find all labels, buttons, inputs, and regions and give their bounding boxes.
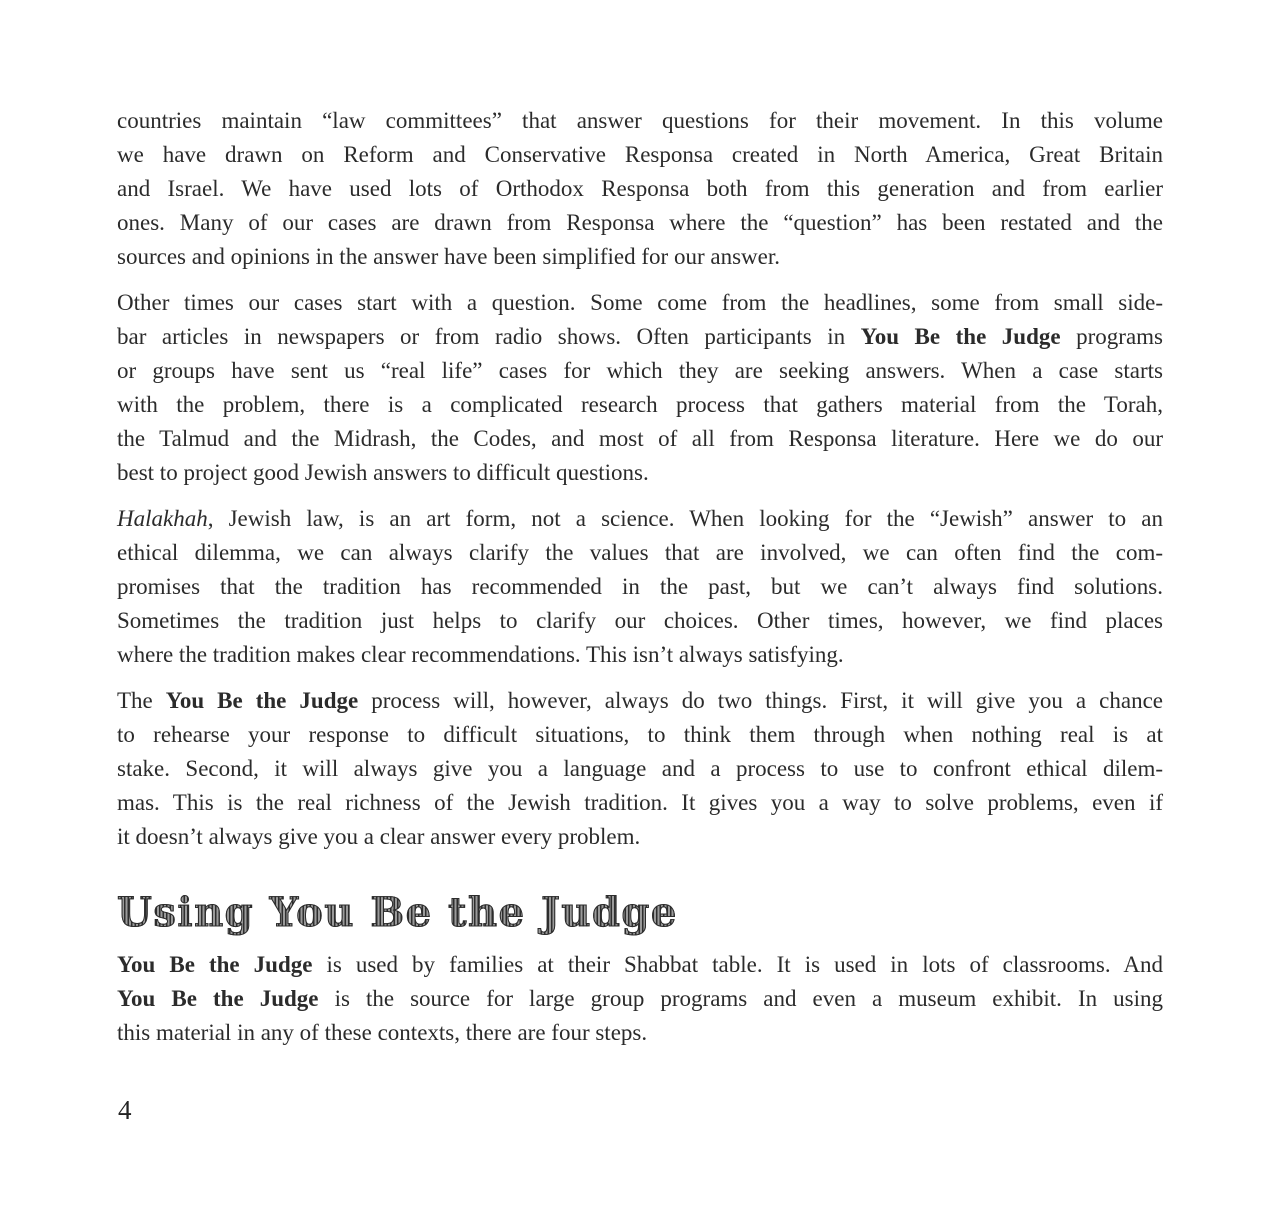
text-line [117,172,1163,206]
text-line [117,388,1163,422]
plain-text: countries maintain “law committees” that answer questions for their movement. In this volume [117,108,1163,133]
text-line [117,638,1163,672]
bold-text: You Be the Judge [860,324,1061,349]
paragraph [117,502,1163,672]
text-line [117,456,1163,490]
text-line [117,320,1163,354]
plain-text: bar articles in newspapers or from radio shows. Often participants in [117,324,861,349]
usage-paragraphs [117,948,1163,1050]
text-line [117,570,1163,604]
plain-text: this material in any of these contexts, there are four steps. [117,1020,648,1045]
plain-text: best to project good Jewish answers to difficult questions. [117,460,649,485]
text-line [117,536,1163,570]
plain-text: it doesn’t always give you a clear answer every problem. [117,824,641,849]
plain-text: to rehearse your response to difficult situations, to think them through when nothing real is at [117,722,1163,747]
plain-text: ethical dilemma, we can always clarify the values that are involved, we can often find the com- [117,540,1163,565]
text-line [117,206,1163,240]
italic-text: Halakhah [117,506,208,531]
plain-text: is used by families at their Shabbat table. It is used in lots of classrooms. And [312,952,1163,977]
plain-text: process will, however, always do two things. First, it will give you a chance [358,688,1163,713]
plain-text: programs [1060,324,1164,349]
text-line [117,604,1163,638]
bold-text: You Be the Judge [117,986,319,1011]
plain-text: ones. Many of our cases are drawn from Responsa where the “question” has been restated and the [117,210,1163,235]
paragraph [117,684,1163,854]
text-line [117,718,1163,752]
paragraph [117,104,1163,274]
text-line [117,948,1163,982]
text-line [117,422,1163,456]
text-line [117,1016,1163,1050]
plain-text: where the tradition makes clear recommendations. This isn’t always satisfying. [117,642,844,667]
plain-text: promises that the tradition has recommended in the past, but we can’t always find solutions. [117,574,1163,599]
text-line [117,240,1163,274]
plain-text: Sometimes the tradition just helps to clarify our choices. Other times, however, we find places [117,608,1163,633]
bold-text: You Be the Judge [117,952,313,977]
text-line [117,684,1163,718]
plain-text: we have drawn on Reform and Conservative Responsa created in North America, Great Britain [117,142,1163,167]
plain-text: mas. This is the real richness of the Jewish tradition. It gives you a way to solve problems, even if [117,790,1163,815]
text-line [117,354,1163,388]
paragraph [117,948,1163,1050]
plain-text: , Jewish law, is an art form, not a science. When looking for the “Jewish” answer to an [207,506,1163,531]
text-line [117,502,1163,536]
page-number: 4 [118,1095,132,1125]
text-line [117,820,1163,854]
intro-paragraphs [117,104,1163,854]
body-text [117,104,1163,1062]
plain-text: is the source for large group programs and even a museum exhibit. In using [318,986,1164,1011]
plain-text: the Talmud and the Midrash, the Codes, and most of all from Responsa literature. Here we do our [117,426,1163,451]
bold-text: You Be the Judge [165,688,359,713]
text-line [117,982,1163,1016]
plain-text: Other times our cases start with a question. Some come from the headlines, some from small side- [117,290,1163,315]
text-line [117,104,1163,138]
plain-text: with the problem, there is a complicated research process that gathers material from the Torah, [117,392,1163,417]
plain-text: stake. Second, it will always give you a language and a process to use to confront ethical dilem- [117,756,1163,781]
plain-text: or groups have sent us “real life” cases for which they are seeking answers. When a case starts [117,358,1163,383]
text-line [117,286,1163,320]
plain-text: sources and opinions in the answer have been simplified for our answer. [117,244,780,269]
plain-text: The [117,688,166,713]
text-line [117,752,1163,786]
paragraph [117,286,1163,490]
text-line [117,786,1163,820]
plain-text: and Israel. We have used lots of Orthodox Responsa both from this generation and from earlier [117,176,1163,201]
text-line [117,138,1163,172]
section-heading: Using You Be the Judge [117,890,1163,936]
